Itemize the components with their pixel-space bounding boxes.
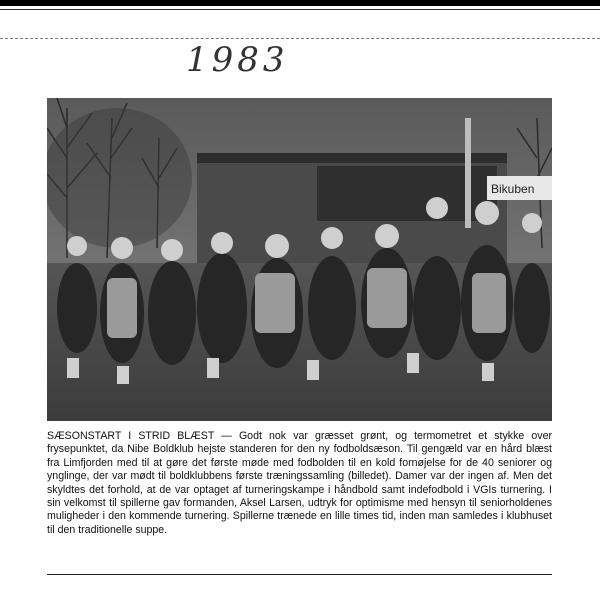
caption-headline: SÆSONSTART I STRID BLÆST	[47, 430, 215, 442]
team-training-photo	[47, 98, 552, 421]
bank-sign-text: Bikuben	[491, 182, 535, 196]
caption-body: — Godt nok var græsset grønt, og termometret et stykke over frysepunktet, da Nibe Boldklub hejste standeren for den ny fodboldsæson. Til gengæld var en hård blæst fra Limfjorden med til at gøre det første møde med fodbolden til en kold fornøjelse for de 40 seniorer og ynglinge, der var mødt til boldklubbens første træningssamling (billedet). Damer var der ingen af. Men det skyldtes det forhold, at de var optaget af turneringskampe i håndbold samt indefodbold i VGIs turnering. I sin velkomst til spillerne gav formanden, Aksel Larsen, udtryk for optimisme med hensyn til seniorholdenes muligheder i den kommende turnering. Spillerne trænede en lille times tid, inden man samledes i klubhuset til den traditionelle suppe.	[47, 430, 552, 536]
top-border-rule	[0, 0, 600, 6]
dashed-rule	[0, 38, 600, 39]
photo-caption	[47, 430, 552, 537]
top-thin-rule	[0, 9, 600, 10]
bottom-rule	[47, 574, 552, 575]
handwritten-year: 1983	[186, 40, 289, 80]
